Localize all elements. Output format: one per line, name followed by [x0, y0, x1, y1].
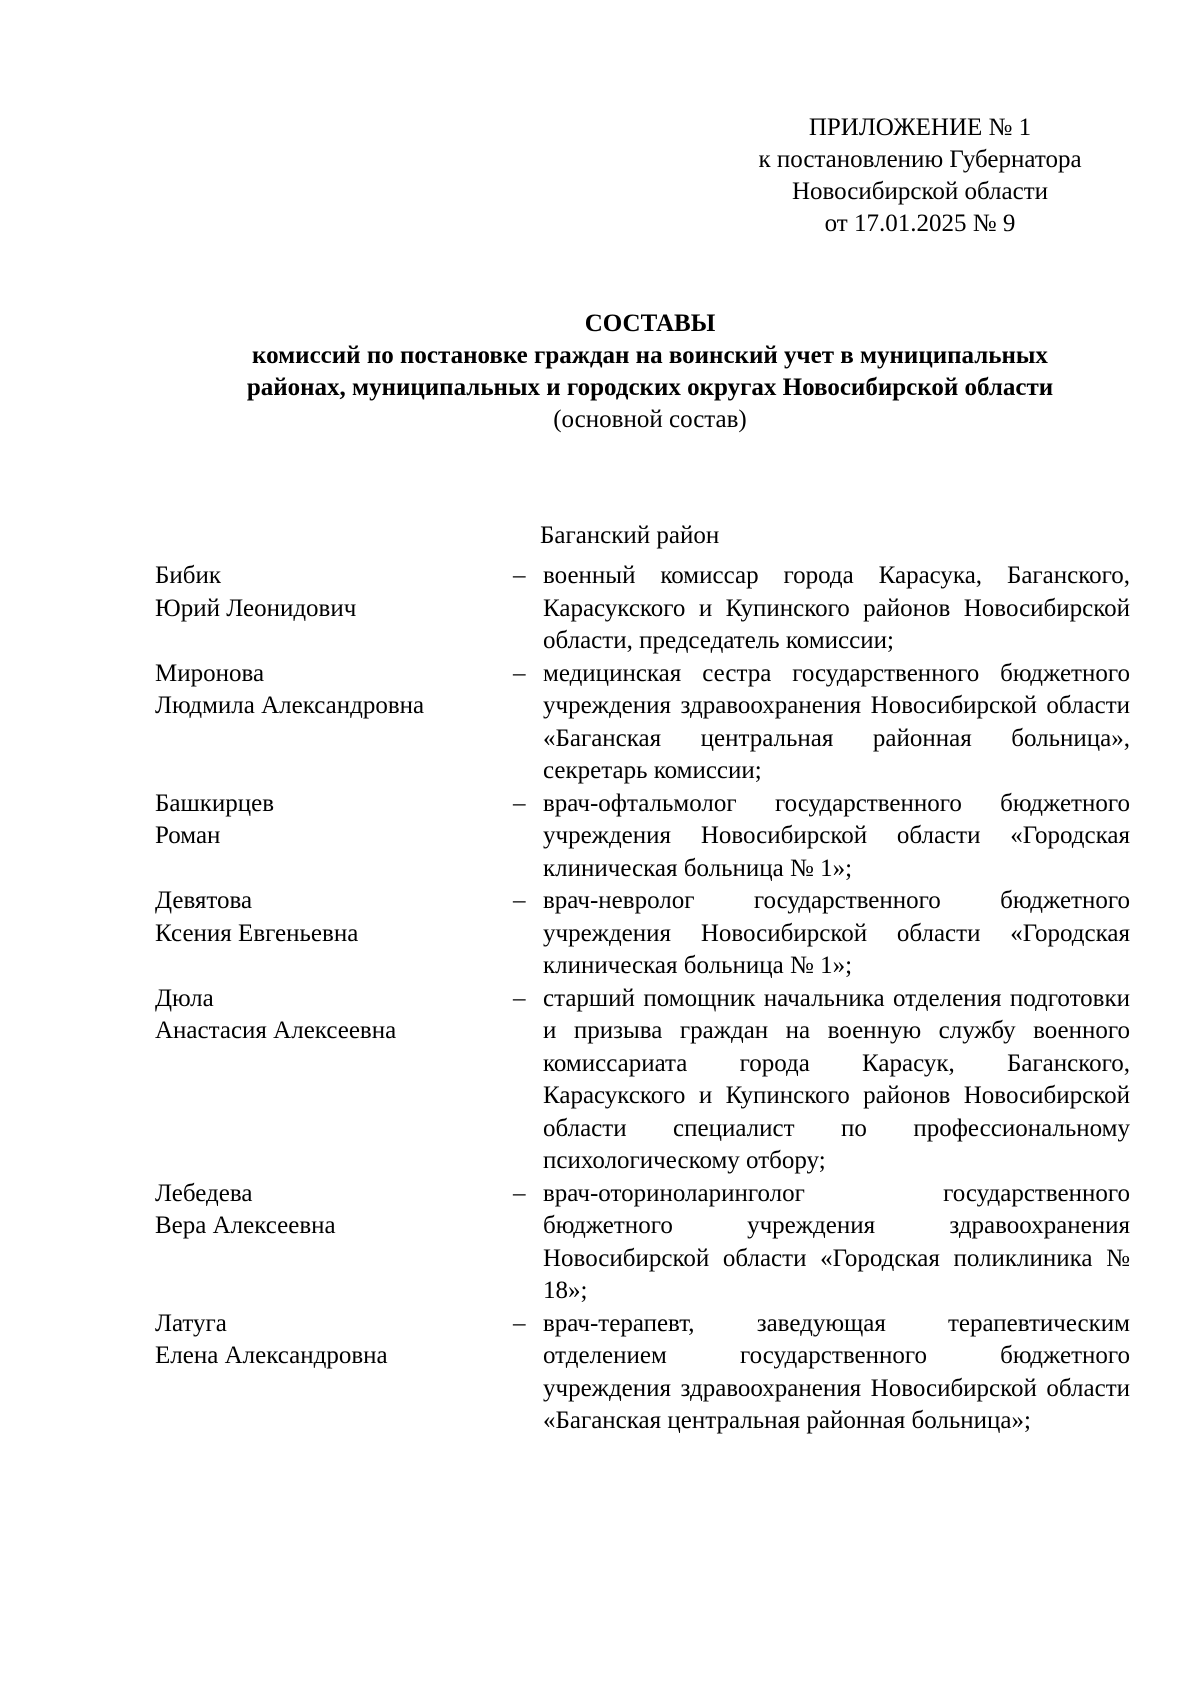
member-surname: Латуга: [155, 1309, 227, 1337]
member-name: [155, 885, 513, 950]
member-entry: [155, 658, 1130, 788]
district-heading: Баганский район: [540, 522, 720, 549]
appendix-reference: к постановлению Губернатора: [758, 146, 1082, 173]
member-name: [155, 658, 513, 723]
document-subtitle-line-2: районах, муниципальных и городских округах Новосибирской области: [246, 374, 1054, 401]
member-given-name: Елена Александровна: [155, 1342, 388, 1369]
member-dash: –: [513, 1309, 526, 1337]
document-subtitle-line-1: комиссий по постановке граждан на воинский учет в муниципальных: [252, 342, 1048, 369]
member-name: [155, 788, 513, 853]
member-given-name: Анастасия Алексеевна: [155, 1017, 397, 1044]
member-role: военный комиссар города Карасука, Баганского, Карасукского и Купинского районов Новосибирской области, председатель комиссии;: [543, 562, 1130, 654]
document-heading: СОСТАВЫ: [584, 310, 716, 337]
member-surname: Лебедева: [155, 1179, 253, 1207]
member-role: старший помощник начальника отделения подготовки и призыва граждан на военную службу военного комиссариата города Карасук, Баганского, Карасукского и Купинского районов Новосибирской области специалист по профессиональному психологическому отбору;: [543, 984, 1130, 1174]
member-dash: –: [513, 1179, 526, 1207]
appendix-header: [680, 112, 1160, 240]
member-surname: Дюла: [155, 984, 214, 1012]
member-entry: [155, 560, 1130, 658]
member-role: медицинская сестра государственного бюджетного учреждения здравоохранения Новосибирской области «Баганская центральная районная больница», секретарь комиссии;: [543, 659, 1130, 784]
member-surname: Башкирцев: [155, 789, 275, 817]
member-given-name: Роман: [155, 822, 221, 849]
member-role: врач-оториноларинголог государственного бюджетного учреждения здравоохранения Новосибирской области «Городская поликлиника № 18»;: [543, 1179, 1130, 1304]
member-role: врач-офтальмолог государственного бюджетного учреждения Новосибирской области «Городская клиническая больница № 1»;: [543, 789, 1130, 882]
member-surname: Бибик: [155, 562, 221, 589]
member-dash: –: [513, 984, 526, 1012]
member-entry: [155, 1308, 1130, 1438]
member-dash: –: [513, 562, 526, 589]
member-entry: [155, 1178, 1130, 1308]
appendix-date-number: от 17.01.2025 № 9: [824, 210, 1016, 237]
member-entry: [155, 983, 1130, 1178]
members-list: [155, 560, 1130, 1438]
member-given-name: Юрий Леонидович: [155, 594, 357, 622]
appendix-region: Новосибирской области: [791, 178, 1049, 205]
member-name: [155, 560, 513, 625]
member-surname: Миронова: [155, 659, 265, 687]
member-given-name: Ксения Евгеньевна: [155, 919, 359, 947]
member-dash: –: [513, 789, 526, 817]
member-role: врач-невролог государственного бюджетного учреждения Новосибирской области «Городская клиническая больница № 1»;: [543, 887, 1130, 979]
member-entry: [155, 885, 1130, 983]
appendix-number: ПРИЛОЖЕНИЕ № 1: [808, 114, 1032, 141]
member-given-name: Людмила Александровна: [155, 692, 425, 719]
member-surname: Девятова: [155, 887, 253, 914]
member-given-name: Вера Алексеевна: [155, 1212, 336, 1239]
document-title-block: [120, 308, 1180, 436]
member-dash: –: [513, 887, 526, 914]
member-name: [155, 1308, 513, 1373]
member-name: [155, 1178, 513, 1243]
member-role: врач-терапевт, заведующая терапевтическим отделением государственного бюджетного учреждения здравоохранения Новосибирской области «Баганская центральная районная больница»;: [543, 1309, 1130, 1434]
member-entry: [155, 788, 1130, 886]
document-note: (основной состав): [553, 406, 747, 433]
member-dash: –: [513, 659, 526, 687]
member-name: [155, 983, 513, 1048]
